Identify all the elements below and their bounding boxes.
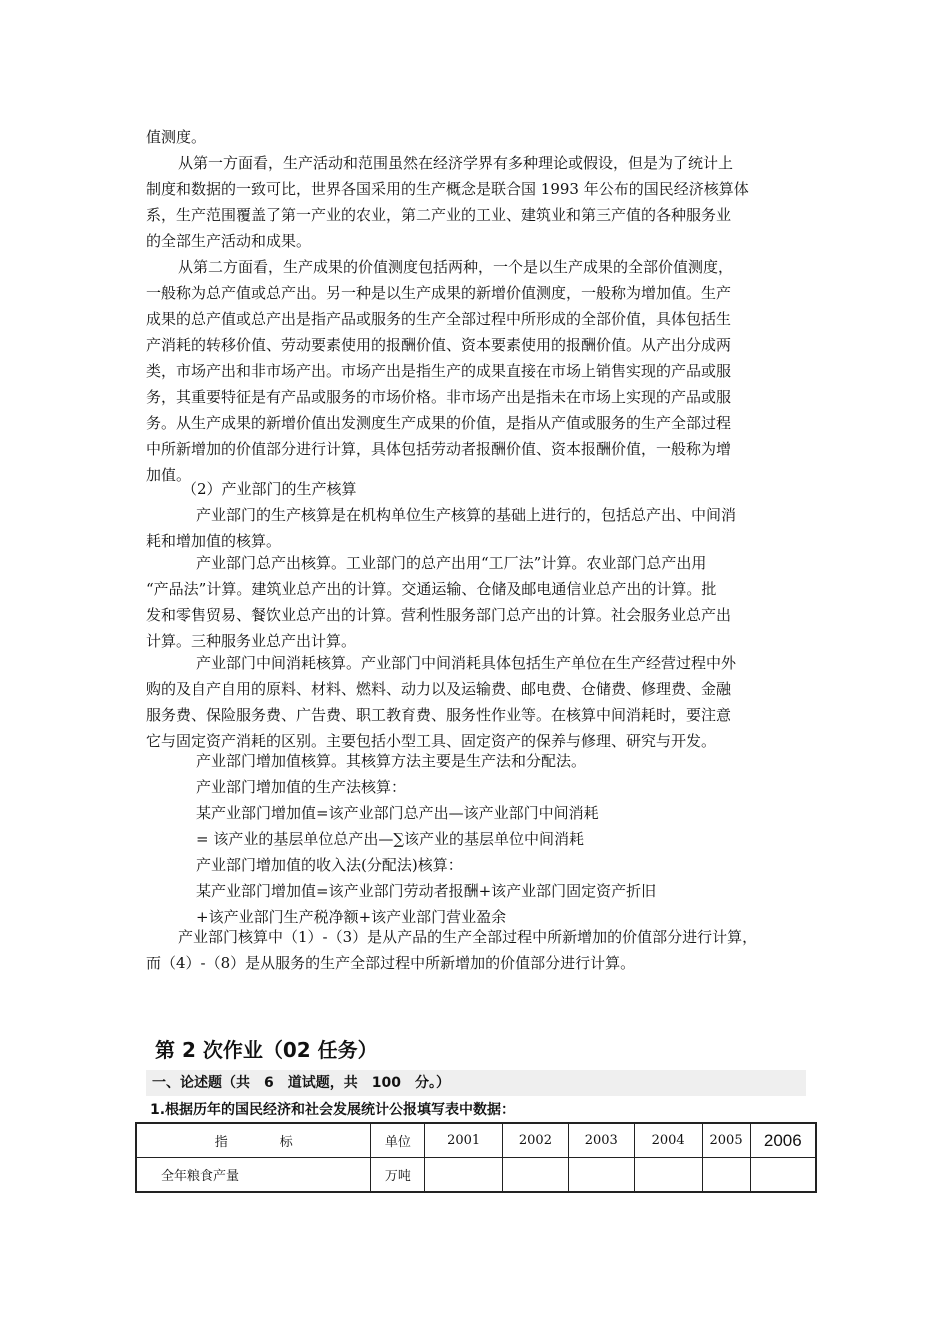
text-line: 类，市场产出和非市场产出。市场产出是指生产的成果直接在市场上销售实现的产品或服 xyxy=(146,362,732,380)
assignment-title: 第 2 次作业（02 任务） xyxy=(155,1038,378,1062)
formula-line: 某产业部门增加值=该产业部门总产出—该产业部门中间消耗 xyxy=(196,804,599,822)
input-cell[interactable] xyxy=(634,1158,702,1193)
header-cell-year: 2001 xyxy=(425,1123,503,1158)
text-line: 它与固定资产消耗的区别。主要包括小型工具、固定资产的保养与修理、研究与开发。 xyxy=(146,732,717,750)
text-line: 加值。 xyxy=(146,466,192,484)
row-cell-unit: 万吨 xyxy=(371,1158,425,1193)
section-heading: 一、论述题（共 6 道试题，共 100 分。） xyxy=(146,1070,806,1096)
text-line: 从第二方面看，生产成果的价值测度包括两种，一个是以生产成果的全部价值测度， xyxy=(178,258,734,276)
text-line: 服务费、保险服务费、广告费、职工教育费、服务性作业等。在核算中间消耗时，要注意 xyxy=(146,706,732,724)
paragraph-industry-summary xyxy=(146,924,816,976)
input-cell[interactable] xyxy=(568,1158,634,1193)
formula-line: = 该产业的基层单位总产出—∑该产业的基层单位中间消耗 xyxy=(196,830,585,848)
text-line: 值测度。 xyxy=(146,128,207,146)
input-cell[interactable] xyxy=(503,1158,569,1193)
text-line: 产业部门核算中（1）-（3）是从产品的生产全部过程中所新增加的价值部分进行计算， xyxy=(178,928,758,946)
paragraph-value-added xyxy=(146,748,816,930)
text-line: 发和零售贸易、餐饮业总产出的计算。营利性服务部门总产出的计算。社会服务业总产出 xyxy=(146,606,732,624)
text-line: 计算。三种服务业总产出计算。 xyxy=(146,632,357,650)
input-cell[interactable] xyxy=(750,1158,816,1193)
header-cell-year: 2002 xyxy=(503,1123,569,1158)
text-line: 务。从生产成果的新增价值出发测度生产成果的价值，是指从产值或服务的生产全部过程 xyxy=(146,414,732,432)
text-line: （2）产业部门的生产核算 xyxy=(182,480,357,498)
row-cell-indicator: 全年粮食产量 xyxy=(136,1158,371,1193)
text-line: 耗和增加值的核算。 xyxy=(146,532,282,550)
header-cell-year: 2005 xyxy=(702,1123,750,1158)
paragraph-industry-accounting xyxy=(146,502,816,554)
question-text: 1.根据历年的国民经济和社会发展统计公报填写表中数据： xyxy=(150,1102,516,1118)
text-line: 产业部门增加值的收入法(分配法)核算： xyxy=(196,856,463,874)
paragraph-first-aspect xyxy=(146,150,816,254)
text-line: 系，生产范围覆盖了第一产业的农业，第二产业的工业、建筑业和第三产值的各种服务业 xyxy=(146,206,732,224)
table-header-row xyxy=(136,1123,816,1158)
header-cell-unit: 单位 xyxy=(371,1123,425,1158)
text-line: 一般称为总产值或总产出。另一种是以生产成果的新增价值测度，一般称为增加值。生产 xyxy=(146,284,732,302)
header-cell-indicator: 指 标 xyxy=(136,1123,371,1158)
text-line: 成果的总产值或总产出是指产品或服务的生产全部过程中所形成的全部价值，具体包括生 xyxy=(146,310,732,328)
text-line: 而（4）-（8）是从服务的生产全部过程中所新增加的价值部分进行计算。 xyxy=(146,954,636,972)
subheading-industry-production xyxy=(146,476,816,502)
text-line: “产品法”计算。建筑业总产出的计算。交通运输、仓储及邮电通信业总产出的计算。批 xyxy=(146,580,717,598)
header-cell-year: 2004 xyxy=(634,1123,702,1158)
text-line: 产业部门的生产核算是在机构单位生产核算的基础上进行的，包括总产出、中间消 xyxy=(196,506,737,524)
text-line: 产业部门增加值核算。其核算方法主要是生产法和分配法。 xyxy=(196,752,587,770)
text-line: 购的及自产自用的原料、材料、燃料、动力以及运输费、邮电费、仓储费、修理费、金融 xyxy=(146,680,732,698)
data-table xyxy=(135,1122,817,1193)
text-line: 中所新增加的价值部分进行计算，具体包括劳动者报酬价值、资本报酬价值，一般称为增 xyxy=(146,440,732,458)
paragraph-intermediate-consumption xyxy=(146,650,816,754)
paragraph-second-aspect xyxy=(146,254,816,488)
input-cell[interactable] xyxy=(702,1158,750,1193)
paragraph-gross-output xyxy=(146,550,816,654)
text-line: 产业部门总产出核算。工业部门的总产出用“工厂法”计算。农业部门总产出用 xyxy=(196,554,707,572)
formula-line: +该产业部门生产税净额+该产业部门营业盈余 xyxy=(196,908,507,926)
text-line: 的全部生产活动和成果。 xyxy=(146,232,312,250)
text-line: 产业部门中间消耗核算。产业部门中间消耗具体包括生产单位在生产经营过程中外 xyxy=(196,654,737,672)
text-line: 从第一方面看，生产活动和范围虽然在经济学界有多种理论或假设，但是为了统计上 xyxy=(178,154,734,172)
input-cell[interactable] xyxy=(425,1158,503,1193)
table-row xyxy=(136,1158,816,1193)
paragraph-intro-fragment xyxy=(146,124,816,150)
header-cell-year: 2003 xyxy=(568,1123,634,1158)
text-line: 产消耗的转移价值、劳动要素使用的报酬价值、资本要素使用的报酬价值。从产出分成两 xyxy=(146,336,732,354)
text-line: 产业部门增加值的生产法核算： xyxy=(196,778,407,796)
text-line: 制度和数据的一致可比，世界各国采用的生产概念是联合国 1993 年公布的国民经济核算体 xyxy=(146,180,749,198)
formula-line: 某产业部门增加值=该产业部门劳动者报酬+该产业部门固定资产折旧 xyxy=(196,882,657,900)
text-line: 务，其重要特征是有产品或服务的市场价格。非市场产出是指未在市场上实现的产品或服 xyxy=(146,388,732,406)
header-cell-year: 2006 xyxy=(750,1123,816,1158)
